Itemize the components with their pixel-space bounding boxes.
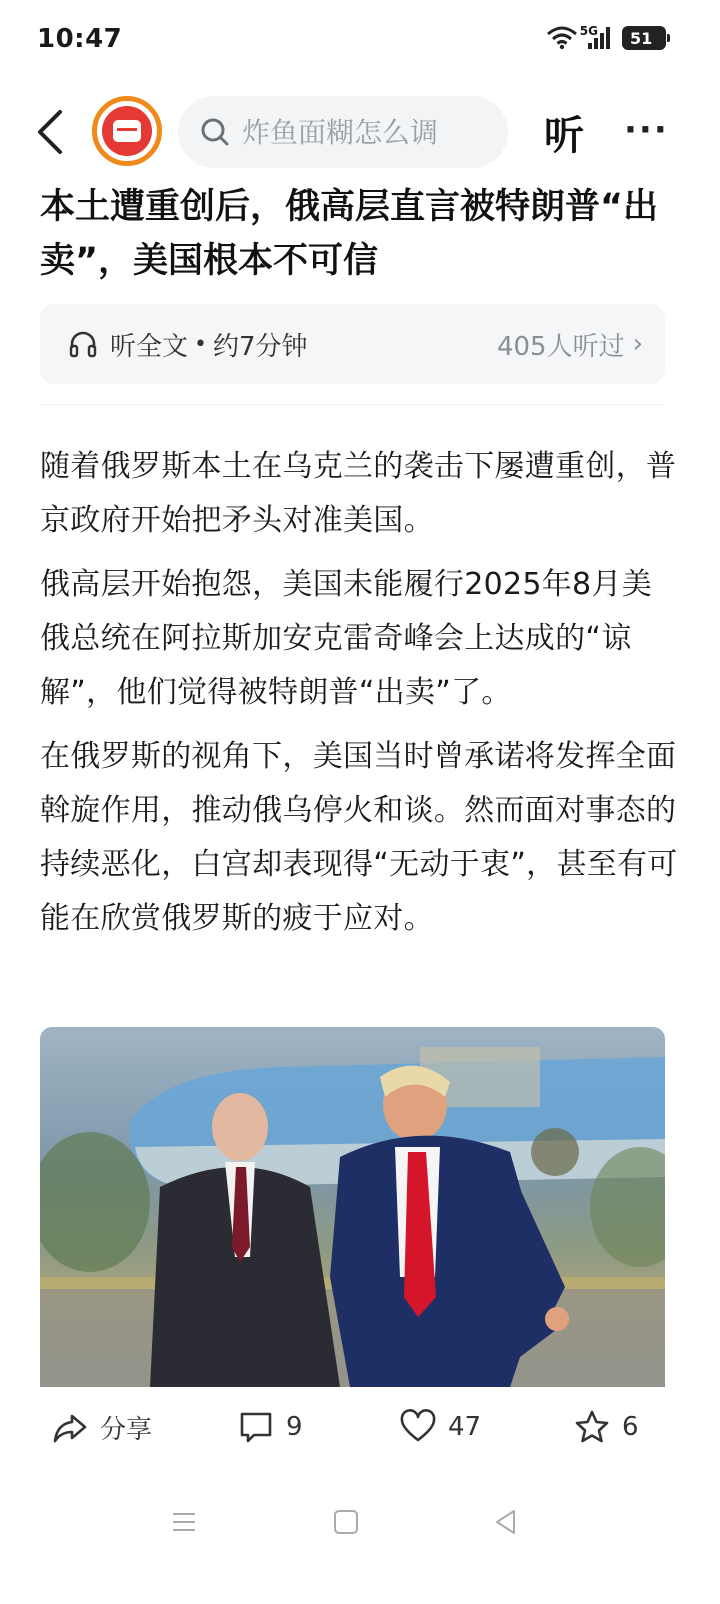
paragraph: 俄高层开始抱怨，美国未能履行2025年8月美俄总统在阿拉斯加安克雷奇峰会上达成的“谅解”，他们觉得被特朗普“出卖”了。 xyxy=(40,567,653,710)
share-button[interactable] xyxy=(52,1409,152,1446)
more-options-button[interactable]: ··· xyxy=(624,110,669,150)
status-time: 10:47 xyxy=(37,24,123,54)
article-photo[interactable] xyxy=(40,1027,665,1387)
like-button[interactable] xyxy=(400,1409,481,1445)
share-label: 分享 xyxy=(100,1415,153,1445)
favorite-count: 6 xyxy=(622,1412,639,1442)
comment-button[interactable] xyxy=(238,1409,303,1445)
top-nav-bar xyxy=(0,92,720,172)
action-bar xyxy=(0,1395,720,1467)
listen-label: 听全文 xyxy=(110,331,189,362)
search-icon xyxy=(200,117,230,147)
network-label: 5G xyxy=(579,24,598,38)
article-title: 本土遭重创后，俄高层直言被特朗普“出卖”，美国根本不可信 xyxy=(40,187,659,281)
home-button[interactable] xyxy=(332,1508,360,1540)
system-nav-bar xyxy=(0,1490,720,1560)
comment-icon xyxy=(238,1409,274,1445)
headphones-icon xyxy=(68,329,98,359)
article-photo-illustration xyxy=(40,1027,665,1387)
search-bar[interactable] xyxy=(178,96,508,168)
like-count: 47 xyxy=(448,1412,482,1442)
divider xyxy=(40,404,665,405)
listen-button[interactable]: 听 xyxy=(544,113,584,159)
listen-full-article-bar[interactable] xyxy=(40,304,665,384)
heart-icon xyxy=(400,1409,436,1445)
comment-count: 9 xyxy=(286,1412,303,1442)
triangle-back-icon xyxy=(492,1508,520,1536)
paragraph: 在俄罗斯的视角下，美国当时曾承诺将发挥全面斡旋作用，推动俄乌停火和谈。然而面对事态的持续恶化，白宫却表现得“无动于衷”，甚至有可能在欣赏俄罗斯的疲于应对。 xyxy=(40,739,678,936)
back-button[interactable] xyxy=(32,106,72,158)
share-icon xyxy=(52,1410,88,1446)
battery-level: 51 xyxy=(630,28,653,48)
app-logo[interactable] xyxy=(92,96,162,166)
listen-count: 405人听过 xyxy=(496,331,625,362)
listen-duration: 约7分钟 xyxy=(213,331,308,362)
chevron-right-icon: › xyxy=(632,329,643,359)
home-square-icon xyxy=(332,1508,360,1536)
menu-button[interactable] xyxy=(170,1508,198,1540)
paragraph: 随着俄罗斯本土在乌克兰的袭击下屡遭重创，普京政府开始把矛头对准美国。 xyxy=(40,449,677,538)
system-back-button[interactable] xyxy=(492,1508,520,1540)
back-arrow-icon xyxy=(32,106,72,158)
favorite-button[interactable] xyxy=(574,1409,639,1445)
separator-dot: • xyxy=(194,331,207,357)
status-icons xyxy=(546,26,666,50)
status-bar xyxy=(0,0,720,86)
app-logo-icon xyxy=(102,106,152,156)
star-icon xyxy=(574,1409,610,1445)
article-body xyxy=(40,440,680,956)
wifi-icon xyxy=(546,26,578,50)
signal-icon xyxy=(588,27,610,49)
battery-icon xyxy=(622,26,666,50)
menu-icon xyxy=(170,1508,198,1536)
search-input[interactable] xyxy=(242,116,482,149)
